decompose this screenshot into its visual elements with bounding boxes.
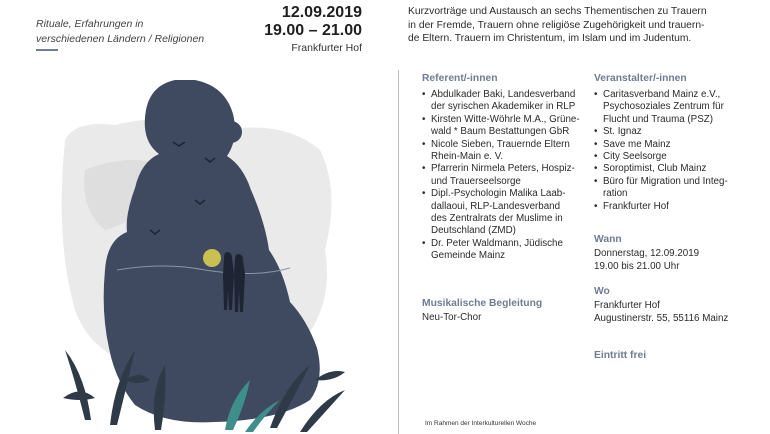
subtitle <box>36 17 256 47</box>
organizers-heading: Veranstalter/-innen <box>594 73 687 84</box>
when-time: 19.00 bis 21.00 Uhr <box>594 260 680 272</box>
moon-icon <box>203 249 221 267</box>
where-details <box>594 300 728 325</box>
list-item: • St. Ignaz <box>594 126 764 138</box>
event-time: 19.00 – 21.00 <box>264 22 362 39</box>
list-item: • Abdulkader Baki, Landesverband der syrischen Akademiker in RLP <box>422 89 587 114</box>
admission-text: Eintritt frei <box>594 350 647 361</box>
when-details <box>594 248 699 273</box>
speakers-heading: Referent/-innen <box>422 73 498 84</box>
list-item: • Kirsten Witte-Wöhrle M.A., Grüne- wald * Baum Bestattungen GbR <box>422 114 587 139</box>
organizers-list <box>594 89 764 213</box>
speakers-list <box>422 89 587 263</box>
where-address: Augustinerstr. 55, 55116 Mainz <box>594 312 729 324</box>
column-divider <box>398 70 399 434</box>
intro-line-1: Kurzvorträge und Austausch an sechs Thementischen zu Trauern <box>408 6 707 17</box>
intro-text <box>408 5 763 46</box>
when-date: Donnerstag, 12.09.2019 <box>594 248 700 259</box>
list-item: • Nicole Sieben, Trauernde Eltern Rhein-Main e. V. <box>422 139 587 164</box>
list-item: • Büro für Migration und Integ- ration <box>594 176 764 201</box>
event-place: Frankfurter Hof <box>291 42 362 54</box>
list-item: • Save me Mainz <box>594 139 764 151</box>
when-heading: Wann <box>594 234 622 245</box>
music-heading: Musikalische Begleitung <box>422 298 543 309</box>
footer-note: Im Rahmen der Interkulturellen Woche <box>425 420 537 427</box>
event-date: 12.09.2019 <box>281 4 362 21</box>
list-item: • City Seelsorge <box>594 151 764 163</box>
list-item: • Frankfurter Hof <box>594 201 764 213</box>
where-venue: Frankfurter Hof <box>594 300 660 311</box>
list-item: • Pfarrerin Nirmela Peters, Hospiz- und Trauerseelsorge <box>422 163 587 188</box>
where-heading: Wo <box>594 286 610 297</box>
list-item: • Caritasverband Mainz e.V., Psychosoziales Zentrum für Flucht und Trauma (PSZ) <box>594 89 764 126</box>
intro-line-2: in der Fremde, Trauern ohne religiöse Zugehörigkeit und trauern- <box>408 19 705 31</box>
title-underline <box>36 49 58 51</box>
grief-illustration <box>55 80 355 434</box>
intro-line-3: de Eltern. Trauern im Christentum, im Islam und im Judentum. <box>408 33 692 44</box>
subtitle-line-1: Rituale, Erfahrungen in <box>36 18 144 30</box>
subtitle-line-2: verschiedenen Ländern / Religionen <box>36 33 205 45</box>
list-item: • Dipl.-Psychologin Malika Laab- dallaoui, RLP-Landesverband des Zentralrats der Muslime in Deutschland (ZMD) <box>422 188 587 238</box>
music-text: Neu-Tor-Chor <box>422 312 482 323</box>
list-item: • Soroptimist, Club Mainz <box>594 163 764 175</box>
list-item: • Dr. Peter Waldmann, Jüdische Gemeinde Mainz <box>422 238 587 263</box>
hair-bun <box>220 121 242 143</box>
